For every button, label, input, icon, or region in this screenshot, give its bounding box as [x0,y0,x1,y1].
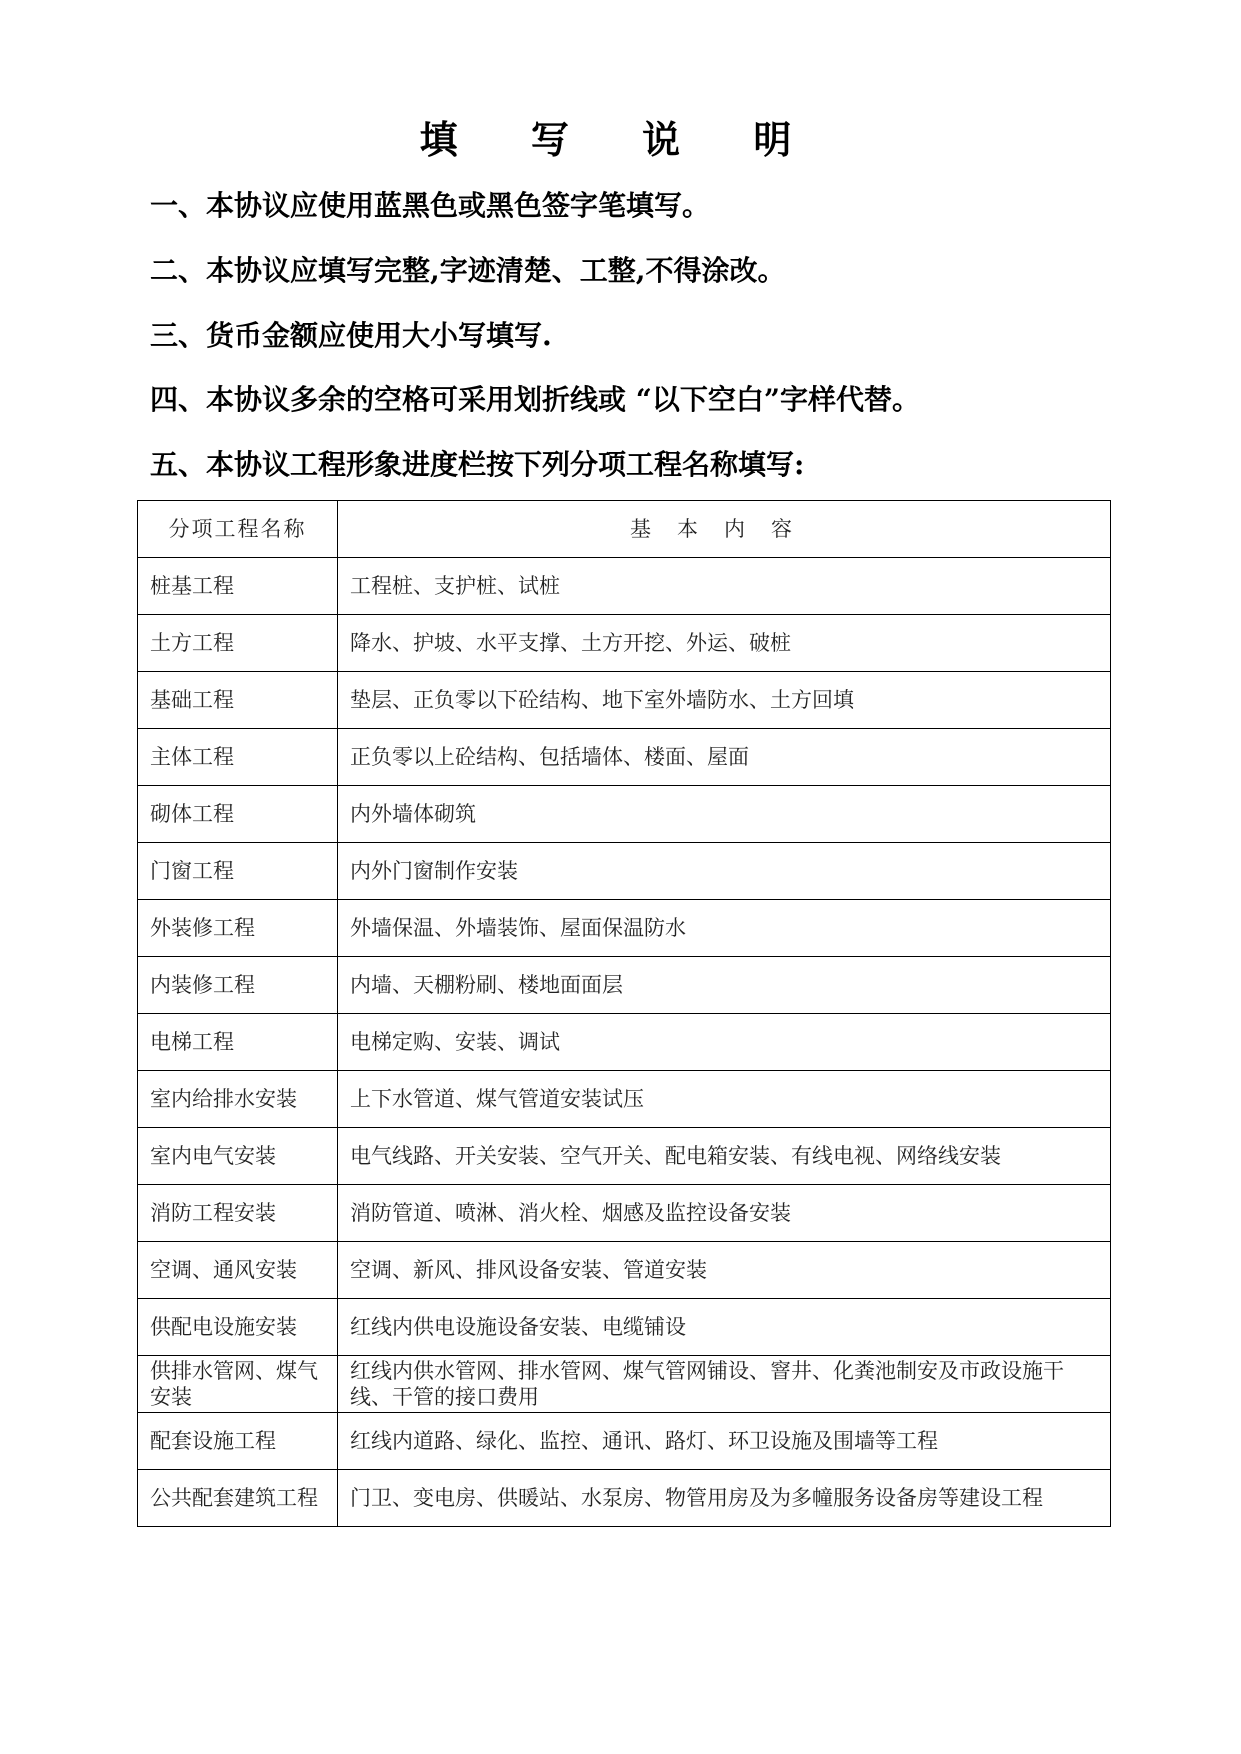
item-name-cell: 室内给排水安装 [138,1071,338,1128]
table-row [138,1299,1111,1356]
item-content-cell: 内墙、天棚粉刷、楼地面面层 [338,957,1111,1014]
instruction-2: 二、本协议应填写完整,字迹清楚、工整,不得涂改。 [150,254,786,287]
item-content-cell: 电梯定购、安装、调试 [338,1014,1111,1071]
table-row [138,1128,1111,1185]
item-name-cell: 桩基工程 [138,558,338,615]
table-row [138,900,1111,957]
item-name-cell: 消防工程安装 [138,1185,338,1242]
item-name-cell: 主体工程 [138,729,338,786]
item-name-cell: 电梯工程 [138,1014,338,1071]
item-content-cell: 红线内供水管网、排水管网、煤气管网铺设、窨井、化粪池制安及市政设施干线、干管的接口费用 [338,1356,1111,1413]
item-name-cell: 供排水管网、煤气安装 [138,1356,338,1413]
item-content-cell: 门卫、变电房、供暖站、水泵房、物管用房及为多幢服务设备房等建设工程 [338,1470,1111,1527]
table-row [138,1071,1111,1128]
table-row [138,1413,1111,1470]
item-name-cell: 砌体工程 [138,786,338,843]
table-row [138,1014,1111,1071]
table-row [138,957,1111,1014]
instruction-4: 四、本协议多余的空格可采用划折线或 “以下空白”字样代替。 [150,383,920,416]
table-row [138,729,1111,786]
item-content-cell: 降水、护坡、水平支撑、土方开挖、外运、破桩 [338,615,1111,672]
item-content-cell: 空调、新风、排风设备安装、管道安装 [338,1242,1111,1299]
item-name-cell: 土方工程 [138,615,338,672]
table-row [138,843,1111,900]
item-name-cell: 门窗工程 [138,843,338,900]
item-content-cell: 上下水管道、煤气管道安装试压 [338,1071,1111,1128]
item-content-cell: 红线内道路、绿化、监控、通讯、路灯、环卫设施及围墙等工程 [338,1413,1111,1470]
table-row [138,615,1111,672]
instruction-5: 五、本协议工程形象进度栏按下列分项工程名称填写: [150,448,805,481]
item-content-cell: 红线内供电设施设备安装、电缆铺设 [338,1299,1111,1356]
table-row [138,1356,1111,1413]
item-content-cell: 内外门窗制作安装 [338,843,1111,900]
item-content-cell: 正负零以上砼结构、包括墙体、楼面、屋面 [338,729,1111,786]
table-row [138,786,1111,843]
table-row [138,1242,1111,1299]
item-name-cell: 基础工程 [138,672,338,729]
table-row [138,672,1111,729]
instruction-1: 一、本协议应使用蓝黑色或黑色签字笔填写。 [150,189,711,222]
table-row [138,558,1111,615]
project-items-table [137,500,1111,1527]
item-name-cell: 室内电气安装 [138,1128,338,1185]
item-content-cell: 消防管道、喷淋、消火栓、烟感及监控设备安装 [338,1185,1111,1242]
item-name-cell: 公共配套建筑工程 [138,1470,338,1527]
item-content-cell: 外墙保温、外墙装饰、屋面保温防水 [338,900,1111,957]
item-content-cell: 垫层、正负零以下砼结构、地下室外墙防水、土方回填 [338,672,1111,729]
item-content-cell: 电气线路、开关安装、空气开关、配电箱安装、有线电视、网络线安装 [338,1128,1111,1185]
item-name-cell: 外装修工程 [138,900,338,957]
header-basic-content: 基本内容 [338,501,1111,558]
instruction-3: 三、货币金额应使用大小写填写. [150,319,552,352]
item-name-cell: 供配电设施安装 [138,1299,338,1356]
item-name-cell: 空调、通风安装 [138,1242,338,1299]
item-name-cell: 配套设施工程 [138,1413,338,1470]
header-item-name: 分项工程名称 [138,501,338,558]
table-row [138,1470,1111,1527]
table-row [138,1185,1111,1242]
item-content-cell: 内外墙体砌筑 [338,786,1111,843]
item-content-cell: 工程桩、支护桩、试桩 [338,558,1111,615]
table-header-row [138,501,1111,558]
page-title: 填 写 说 明 [419,117,822,162]
item-name-cell: 内装修工程 [138,957,338,1014]
